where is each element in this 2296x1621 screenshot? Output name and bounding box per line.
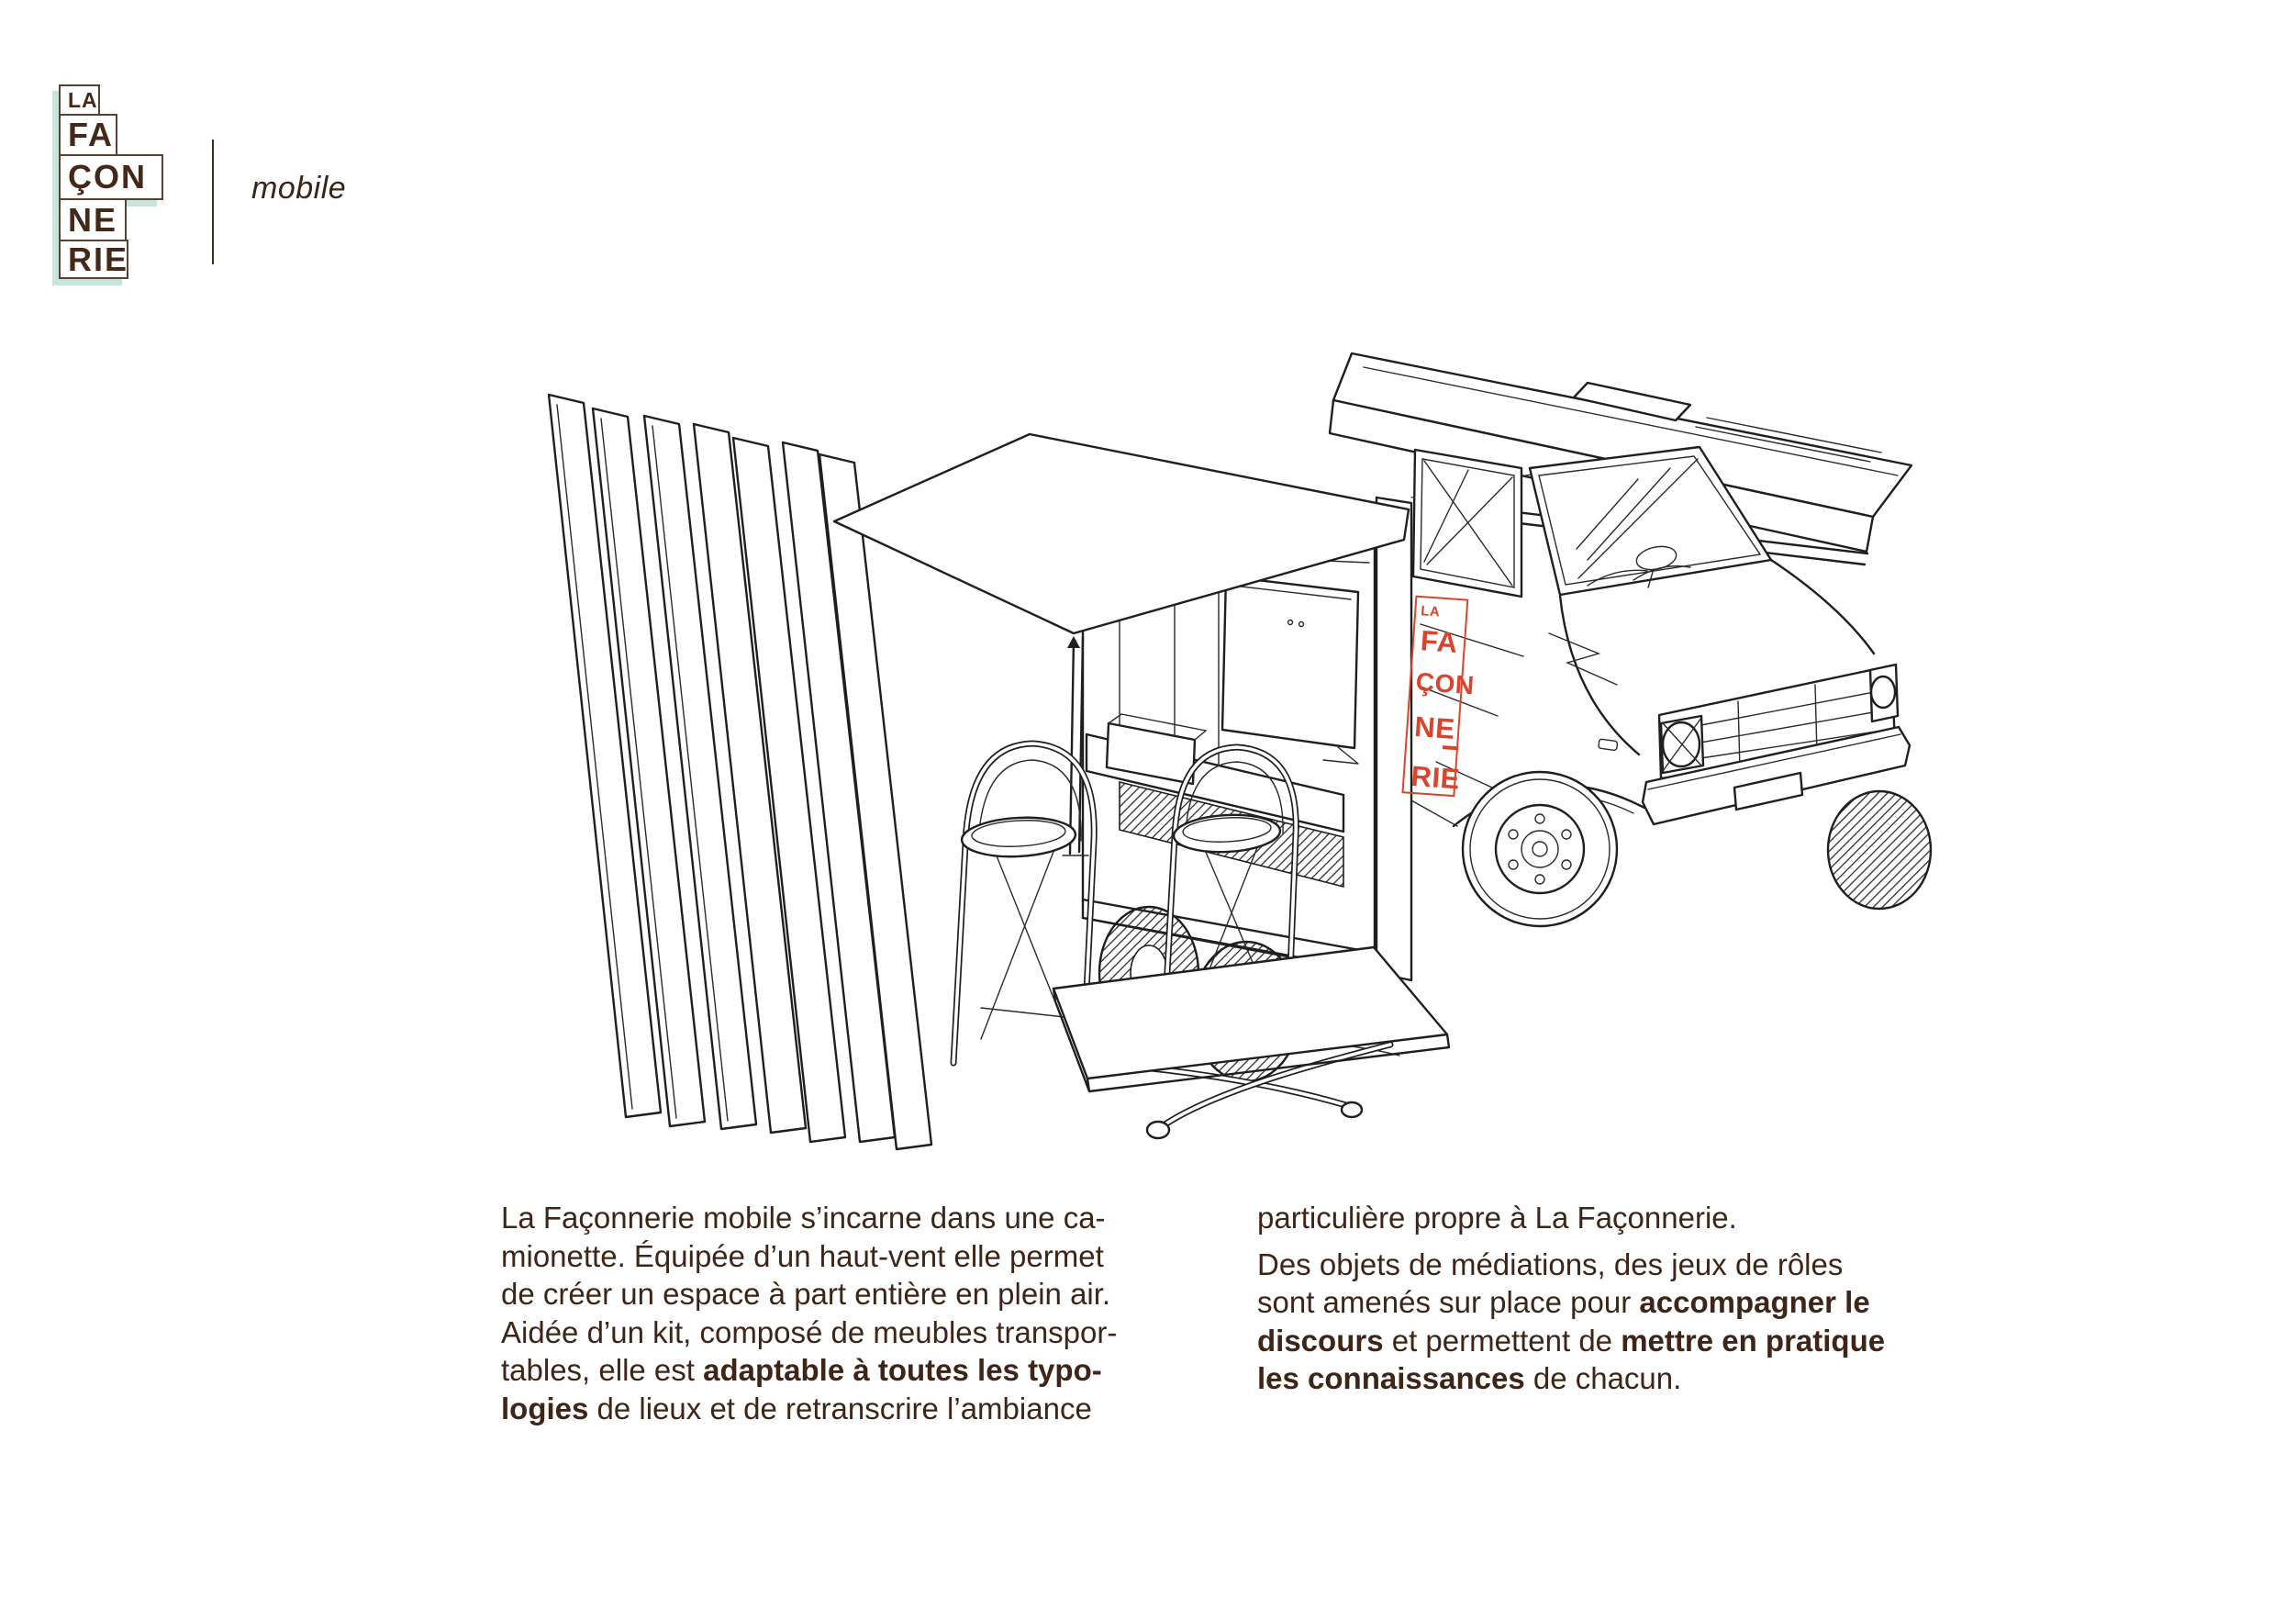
- van-logo-text: ÇON: [1414, 666, 1476, 700]
- brand-logo-row: [59, 84, 100, 116]
- brand-logo-text: LA: [68, 87, 98, 112]
- van-door-window: [1413, 450, 1521, 597]
- text-line: La Façonnerie mobile s’incarne dans une ca-: [501, 1201, 1106, 1235]
- brand-logo-text: FA: [68, 116, 115, 153]
- body-text-left-column: [501, 1199, 1117, 1428]
- brand-logo-text: NE: [68, 200, 118, 239]
- van-logo: [1403, 597, 1480, 797]
- brand-logo-row: [59, 198, 127, 241]
- text-line: de créer un espace à part entière en plein air.: [501, 1277, 1111, 1312]
- van-logo-text: RIE: [1410, 759, 1462, 796]
- text-line: Aidée d’un kit, composé de meubles transpor-: [501, 1314, 1118, 1349]
- body-text-right-column: [1257, 1199, 1885, 1398]
- text-line: particulière propre à La Façonnerie.: [1257, 1201, 1737, 1235]
- brand-logo-text: RIE: [68, 240, 129, 278]
- brand-logo-row: [59, 240, 128, 279]
- brand-logo-row: [59, 114, 117, 156]
- text-line: les connaissances de chacun.: [1257, 1361, 1682, 1396]
- text-line: discours et permettent de mettre en pratique: [1257, 1323, 1886, 1358]
- mobile-van-illustration: [532, 330, 1936, 1161]
- brand-logo-text: ÇON: [68, 158, 147, 196]
- van-logo-text: LA: [1420, 603, 1441, 620]
- brand-logo-row: [59, 154, 163, 200]
- brand-divider: [212, 140, 214, 264]
- van-logo-text: NE: [1413, 710, 1456, 745]
- brand-logo: [59, 84, 163, 279]
- text-line: tables, elle est adaptable à toutes les typo-: [501, 1353, 1102, 1388]
- text-line: mionette. Équipée d’un haut-vent elle permet: [501, 1238, 1104, 1273]
- van-logo-text: FA: [1419, 624, 1459, 659]
- section-tagline: mobile: [251, 171, 347, 206]
- text-line: sont amenés sur place pour accompagner le: [1257, 1285, 1870, 1320]
- text-line: logies de lieux et de retranscrire l’ambiance: [501, 1391, 1092, 1425]
- text-line: Des objets de médiations, des jeux de rôles: [1257, 1246, 1844, 1281]
